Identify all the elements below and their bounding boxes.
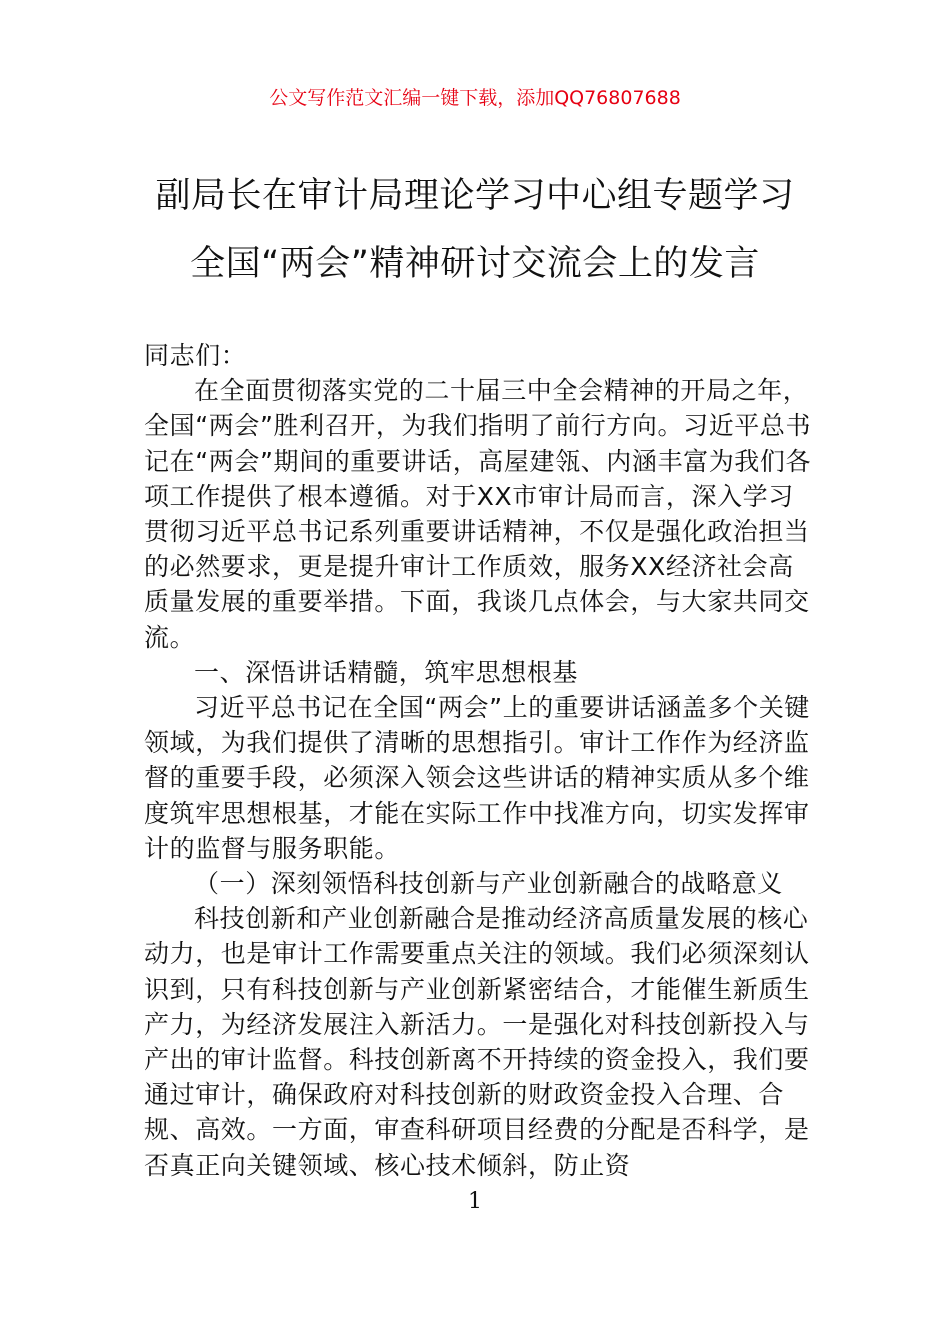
header-ad-text: 公文写作范文汇编一键下载，添加QQ76807688 bbox=[269, 87, 681, 109]
paragraph-intro: 在全面贯彻落实党的二十届三中全会精神的开局之年，全国“两会”胜利召开，为我们指明了前行方向。习近平总书记在“两会”期间的重要讲话，高屋建瓴、内涵丰富为我们各项工作提供了根本遵循。对于XX市审计局而言，深入学习贯彻习近平总书记系列重要讲话精神，不仅是强化政治担当的必然要求，更是提升审计工作质效，服务XX经济社会高质量发展的重要举措。下面，我谈几点体会，与大家共同交流。 bbox=[144, 376, 812, 652]
document-title-line-1: 副局长在审计局理论学习中心组专题学习 bbox=[155, 176, 795, 216]
document-body bbox=[144, 338, 814, 1183]
document-title-line-2: 全国“两会”精神研讨交流会上的发言 bbox=[190, 244, 760, 284]
paragraph-section-1: 习近平总书记在全国“两会”上的重要讲话涵盖多个关键领域，为我们提供了清晰的思想指引。审计工作作为经济监督的重要手段，必须深入领会这些讲话的精神实质从多个维度筑牢思想根基，才能在实际工作中找准方向，切实发挥审计的监督与服务职能。 bbox=[144, 693, 810, 863]
subsection-heading-1: （一）深刻领悟科技创新与产业创新融合的战略意义 bbox=[194, 869, 783, 899]
salutation: 同志们： bbox=[144, 341, 247, 370]
page-number: 1 bbox=[468, 1189, 482, 1214]
paragraph-subsection-1: 科技创新和产业创新融合是推动经济高质量发展的核心动力，也是审计工作需要重点关注的领域。我们必须深刻认识到，只有科技创新与产业创新紧密结合，才能催生新质生产力，为经济发展注入新活力。一是强化对科技创新投入与产出的审计监督。科技创新离不开持续的资金投入，我们要通过审计，确保政府对科技创新的财政资金投入合理、合规、高效。一方面，审查科研项目经费的分配是否科学，是否真正向关键领域、核心技术倾斜，防止资 bbox=[144, 904, 810, 1180]
section-heading-1: 一、深悟讲话精髓，筑牢思想根基 bbox=[194, 657, 579, 687]
